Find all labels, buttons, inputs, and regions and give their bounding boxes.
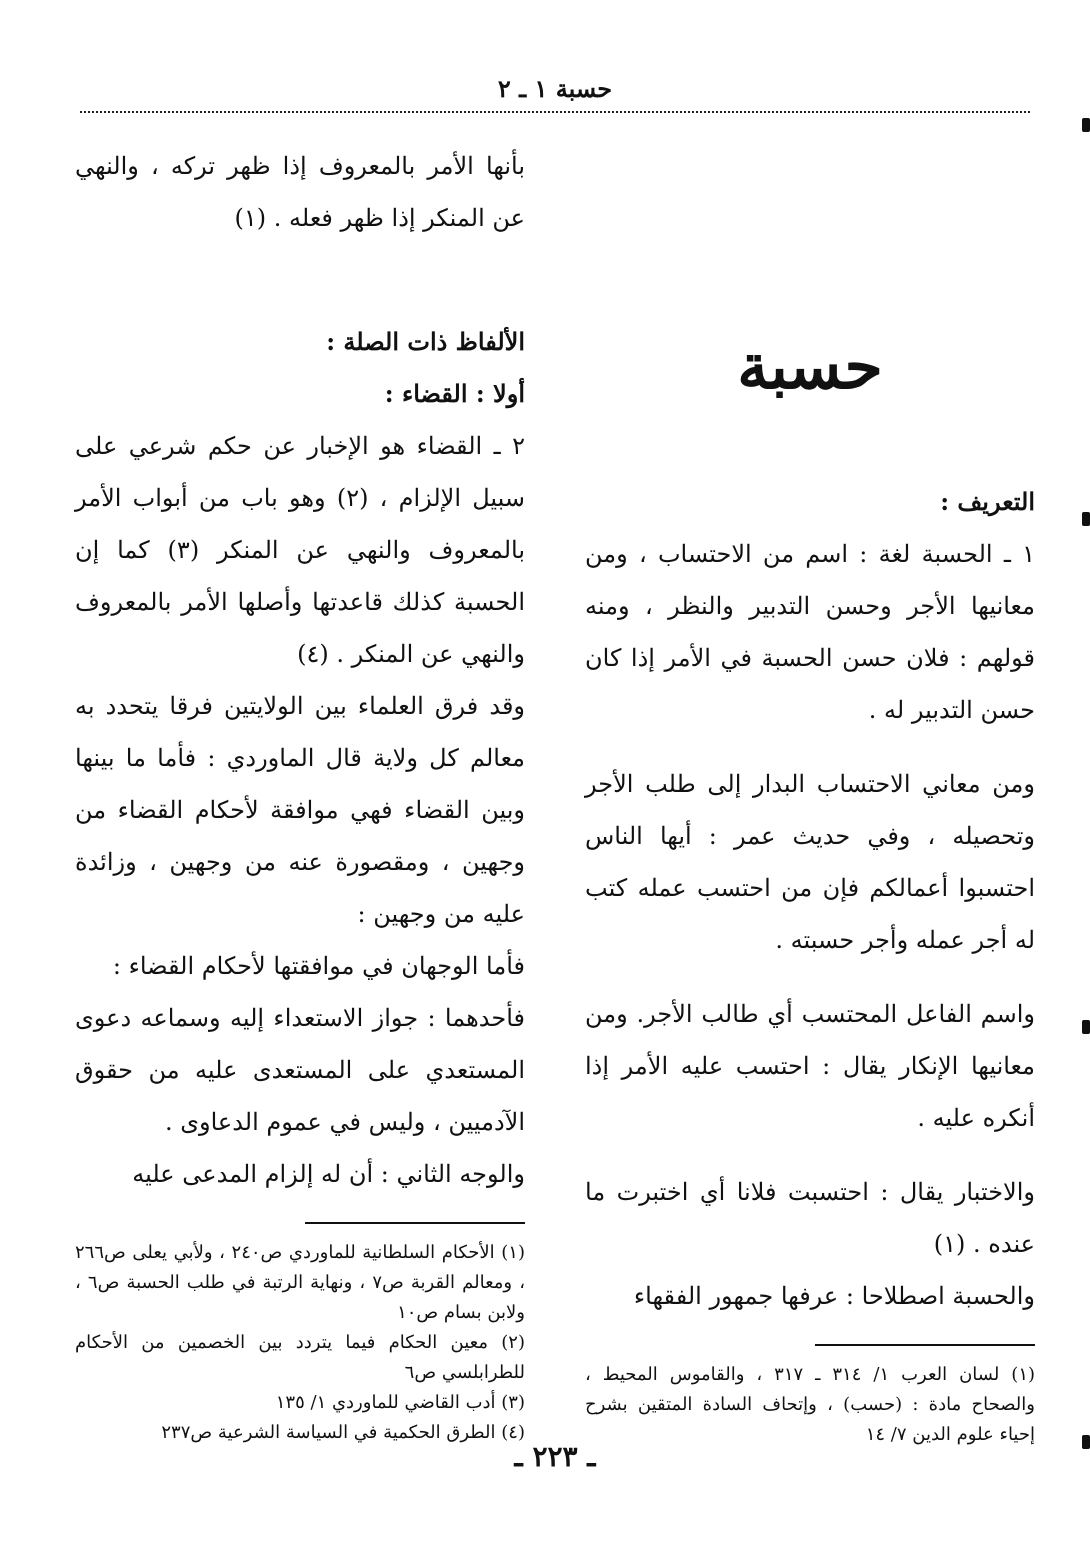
footnote: (٤) الطرق الحكمية في السياسة الشرعية ص٢٣٧ bbox=[161, 1422, 525, 1443]
footnote: (٢) معين الحكام فيما يتردد بين الخصمين من الأحكام للطرابلسي ص٦ bbox=[75, 1332, 525, 1383]
right-column bbox=[585, 330, 1036, 1450]
footnote: (٣) أدب القاضي للماوردي ١/ ١٣٥ bbox=[275, 1392, 525, 1413]
scan-edge-mark bbox=[1082, 1435, 1090, 1449]
definition-heading: التعريف : bbox=[940, 487, 1035, 516]
body-paragraph: والوجه الثاني : أن له إلزام المدعى عليه bbox=[132, 1160, 525, 1188]
body-paragraph: فأما الوجهان في موافقتها لأحكام القضاء : bbox=[112, 952, 525, 980]
header-dotted-rule bbox=[80, 111, 1030, 113]
page-number: ـ ٢٢٣ ـ bbox=[514, 1440, 596, 1473]
article-title: حسبة bbox=[737, 330, 883, 403]
scan-edge-mark bbox=[1082, 512, 1090, 526]
first-term-heading: أولا : القضاء : bbox=[384, 379, 525, 408]
body-paragraph: والاختبار يقال : احتسبت فلانا أي اختبرت ما عنده . (١) bbox=[585, 1178, 1035, 1258]
running-header: حسبة ١ ـ ٢ bbox=[497, 74, 613, 103]
footnote: (١) الأحكام السلطانية للماوردي ص٢٤٠ ، ولأبي يعلى ص٢٦٦ ، ومعالم القربة ص٧ ، ونهاية الرتبة في طلب الحسبة ص٦ ، ولابن بسام ص١٠ bbox=[75, 1242, 526, 1323]
scan-edge-mark bbox=[1082, 1020, 1090, 1034]
body-paragraph: ومن معاني الاحتساب البدار إلى طلب الأجر وتحصيله ، وفي حديث عمر : أيها الناس احتسبوا أعمالكم فإن من احتسب عمله كتب له أجر عمله وأجر حسبته . bbox=[585, 770, 1035, 954]
body-paragraph: فأحدهما : جواز الاستعداء إليه وسماعه دعوى المستعدي على المستعدى عليه من حقوق الآدميين ، وليس في عموم الدعاوى . bbox=[75, 1004, 525, 1136]
body-paragraph: وقد فرق العلماء بين الولايتين فرقا يتحدد به معالم كل ولاية قال الماوردي : فأما ما بينها وبين القضاء فهي موافقة لأحكام القضاء من وجهين ، ومقصورة عنه من وجهين ، وزائدة عليه من وجهين : bbox=[75, 692, 525, 928]
continuation-text: بأنها الأمر بالمعروف إذا ظهر تركه ، والنهي عن المنكر إذا ظهر فعله . (١) bbox=[75, 152, 526, 232]
left-column bbox=[75, 140, 525, 1448]
body-paragraph: واسم الفاعل المحتسب أي طالب الأجر. ومن معانيها الإنكار يقال : احتسب عليه الأمر إذا أنكره عليه . bbox=[585, 1000, 1035, 1132]
scan-edge-mark bbox=[1082, 118, 1090, 132]
footnote-rule bbox=[305, 1222, 525, 1224]
footnote: (١) لسان العرب ١/ ٣١٤ ـ ٣١٧ ، والقاموس المحيط ، والصحاح مادة : (حسب) ، وإتحاف السادة المتقين بشرح إحياء علوم الدين ٧/ ١٤ bbox=[585, 1364, 1036, 1445]
body-paragraph: والحسبة اصطلاحا : عرفها جمهور الفقهاء bbox=[633, 1282, 1035, 1310]
body-paragraph: ٢ ـ القضاء هو الإخبار عن حكم شرعي على سبيل الإلزام ، (٢) وهو باب من أبواب الأمر بالمعروف والنهي عن المنكر (٣) كما إن الحسبة كذلك قاعدتها وأصلها الأمر بالمعروف والنهي عن المنكر . (٤) bbox=[75, 432, 525, 668]
body-paragraph: ١ ـ الحسبة لغة : اسم من الاحتساب ، ومن معانيها الأجر وحسن التدبير والنظر ، ومنه قولهم : فلان حسن الحسبة في الأمر إذا كان حسن التدبير له . bbox=[585, 540, 1035, 724]
related-terms-heading: الألفاظ ذات الصلة : bbox=[326, 327, 525, 356]
footnote-rule bbox=[815, 1344, 1035, 1346]
